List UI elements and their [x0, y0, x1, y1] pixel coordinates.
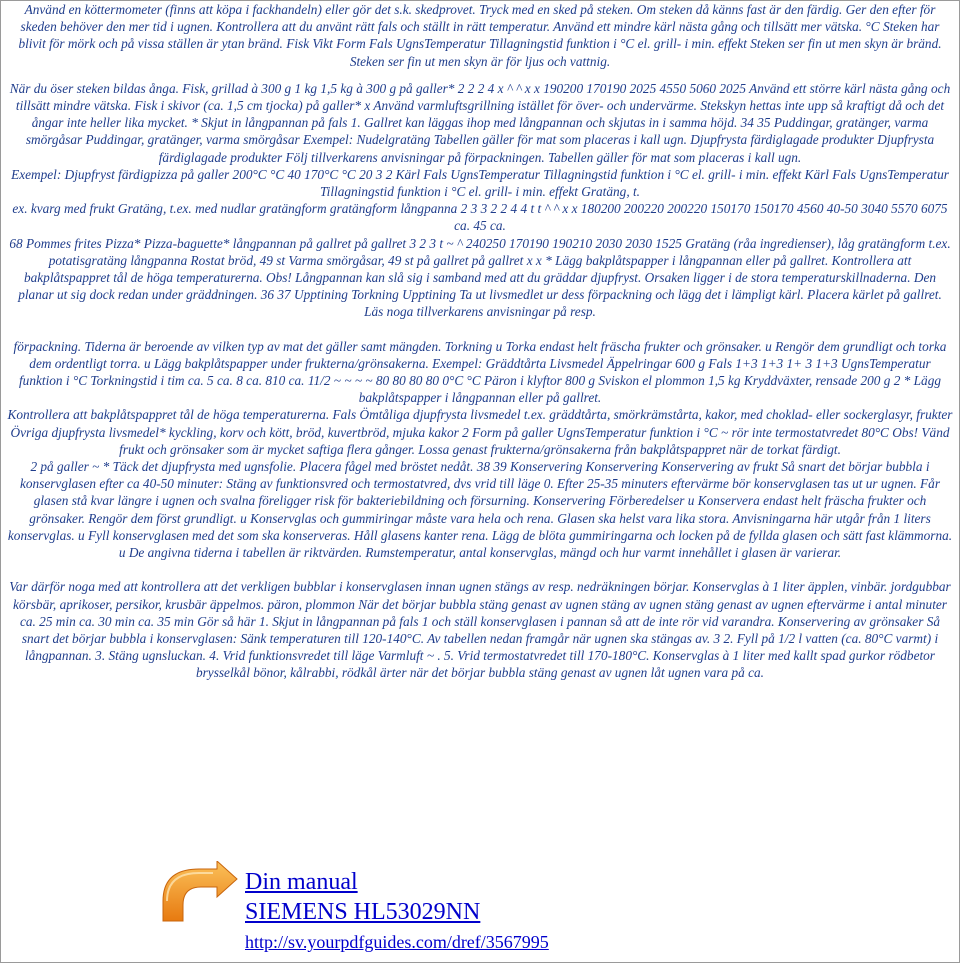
footer-links	[245, 867, 549, 957]
download-arrow-icon	[159, 861, 239, 933]
paragraph-5: 68 Pommes frites Pizza* Pizza-baguette* långpannan på gallret på gallret 3 2 3 t ~ ^ 240250 170190 190210 2030 2030 1525 Gratäng (råa ingredienser), låg gratängform t.ex. potatisgratäng långpanna Rostat bröd, 49 st Varma smörgåsar, 49 st på gallret på gallret x x * Lägg bakplåtspapper i långpannan eller på gallret. Kontrollera att bakplåtspappret tål de höga temperaturerna. Obs! Långpannan kan slå sig i samband med att du gräddar djupfryst. Orsaken ligger i de stora temperaturskillnaderna. Den planar ut sig dock redan under gräddningen. 36 37 Upptining Torkning Upptining Ta ut livsmedlet ur dess förpackning och lägg det i lämpligt kärl. Placera kärlet på gallret. Läs noga tillverkarens anvisningar på resp.	[9, 235, 951, 320]
paragraph-3: Exempel: Djupfryst färdigpizza på galler 200°C °C 40 170°C °C 20 3 2 Kärl Fals UgnsTemperatur Tillagningstid funktion i °C el. grill- i min. effekt Kärl Fals UgnsTemperatur Tillagningstid funktion i °C el. grill- i min. effekt Gratäng, t.	[11, 166, 949, 200]
product-link[interactable]: SIEMENS HL53029NN	[245, 899, 481, 925]
paragraph-4: ex. kvarg med frukt Gratäng, t.ex. med nudlar gratängform gratängform långpanna 2 3 3 2 2 4 4 t t ^ ^ x x 180200 200220 200220 150170 150170 4560 40-50 3040 5570 6075 ca. 45 ca.	[12, 201, 948, 234]
paragraph-8: 2 på galler ~ * Täck det djupfrysta med ugnsfolie. Placera fågel med bröstet nedåt. 38 39 Konservering Konservering Konservering av frukt Så snart det börjar bubbla i konservglasen efter ca 40-50 minuter: Stäng av funktionsvred och termostatvred, dvs vrid till läge 0. Efter 25-35 minuters eftervärme bör konservglasen tas ut ur ugnen. Får glasen stå kvar längre i ugnen och svalna föreligger risk för bakteriebildning och försurning. Konservering Förberedelser u Konservera endast helt fräscha frukter och grönsaker. Rengör dem först grundligt. u Konservglas och gummiringar måste vara hela och rena. Glasen ska helst vara lika stora. Anvisningarna här utgår från 1 liters konservglas. u Fyll konservglasen med det som ska konserveras. Håll glasens kanter rena. Lägg de blöta gummiringarna och locken på de fyllda glasen och sätt fast klämmorna. u De angivna tiderna i tabellen är riktvärden. Rumstemperatur, antal konservglas, mängd och hur varmt innehållet i glasen är varierar.	[7, 459, 953, 561]
manual-link[interactable]: Din manual	[245, 869, 358, 895]
url-link[interactable]: http://sv.yourpdfguides.com/dref/3567995	[245, 932, 549, 952]
paragraph-6: förpackning. Tiderna är beroende av vilken typ av mat det gäller samt mängden. Torkning u Torka endast helt fräscha frukter och grönsaker. u Rengör dem grundligt och torka dem ordentligt torra. u Lägg bakplåtspapper under frukterna/grönsakerna. Exempel: Gräddtårta Livsmedel Äppelringar 600 g Fals 1+3 1+3 1+ 3 1+3 UgnsTemperatur funktion i °C Torkningstid i tim ca. 5 ca. 8 ca. 810 ca. 11/2 ~ ~ ~ ~ 80 80 80 80 0°C °C Päron i klyftor 800 g Sviskon el plommon 1,5 kg Kryddväxter, rensade 200 g 2 * Lägg bakplåtspapper i långpannan eller på gallret.	[13, 338, 947, 406]
paragraph-7: Kontrollera att bakplåtspappret tål de höga temperaturerna. Fals Ömtåliga djupfrysta livsmedel t.ex. gräddtårta, smörkrämstårta, kakor, med choklad- eller sockerglasyr, frukter Övriga djupfrysta livsmedel* kyckling, korv och kött, bröd, kuvertbröd, mjuka kakor 2 Form på galler UgnsTemperatur funktion i °C ~ rör inte termostatvredet 80°C Obs! Vänd frukt och grönsaker som är mycket saftiga flera gånger. Lossa genast frukterna/grönsakerna från bakplåtspappret när de torkat färdigt.	[7, 407, 953, 457]
paragraph-2: När du öser steken bildas ånga. Fisk, grillad à 300 g 1 kg 1,5 kg à 300 g på galler* 2 2 2 4 x ^ ^ x x 190200 170190 2025 4550 5060 2025 Använd ett större kärl nästa gång och tillsätt mindre vätska. Fisk i skivor (ca. 1,5 cm tjocka) på galler* x Använd varmluftsgrillning istället för över- och undervärme. Stekskyn hettas inte upp så kraftigt då och det ångar inte heller lika mycket. * Skjut in långpannan på fals 1. Gallret kan läggas ihop med långpannan och skjutas in i samma höjd. 34 35 Puddingar, gratänger, varma smörgåsar Puddingar, gratänger, varma smörgåsar Exempel: Nudelgratäng Tabellen gäller för mat som placeras i kall ugn. Djupfrysta färdiglagade produkter Djupfrysta färdiglagade produkter Följ tillverkarens anvisningar på förpackningen. Tabellen gäller för mat som placeras i kall ugn.	[9, 80, 951, 165]
footer	[159, 861, 859, 961]
paragraph-9: Var därför noga med att kontrollera att det verkligen bubblar i konservglasen innan ugnen stängs av resp. nedräkningen börjar. Konservglas à 1 liter äpplen, vinbär. jordgubbar körsbär, aprikoser, persikor, krusbär äppelmos. päron, plommon När det börjar bubbla stäng genast av ugnen stäng av ugnen stäng genast av ugnen eftervärme i antal minuter ca. 25 min ca. 30 min ca. 35 min Gör så här 1. Skjut in långpannan på fals 1 och ställ konservglasen i pannan så att de inte rör vid varandra. Konservering av grönsaker Så snart det börjar bubbla i konservglasen: Sänk temperaturen till 120-140°C. Av tabellen nedan framgår när ugnen ska stängas av. 3 2. Fyll på 1/2 l vatten (ca. 80°C varmt) i långpannan. 3. Stäng ugnsluckan. 4. Vrid funktionsvredet till läge Varmluft ~ . 5. Vrid termostatvredet till 170-180°C. Konservglas à 1 liter med kallt spad gurkor rödbetor brysselkål bönor, kålrabbi, rödkål ärter när det börjar bubbla stäng genast av ugnen låt ugnen vara på ca.	[9, 579, 951, 681]
document-body	[1, 1, 959, 682]
paragraph-1: Använd en köttermometer (finns att köpa i fackhandeln) eller gör det s.k. skedprovet. Tryck med en sked på steken. Om steken då känns fast är den färdig. Ger den efter för skeden behöver den mer tid i ugnen. Kontrollera att du använt rätt fals och ställt in rätt temperatur. Använd ett mindre kärl nästa gång och tillsätt mer vätska. °C Steken har blivit för mörk och på vissa ställen är ytan bränd. Fisk Vikt Form Fals UgnsTemperatur Tillagningstid funktion i °C el. grill- i min. effekt Steken ser fin ut men skyn är bränd. Steken ser fin ut men skyn är för ljus och vattnig.	[18, 2, 942, 69]
